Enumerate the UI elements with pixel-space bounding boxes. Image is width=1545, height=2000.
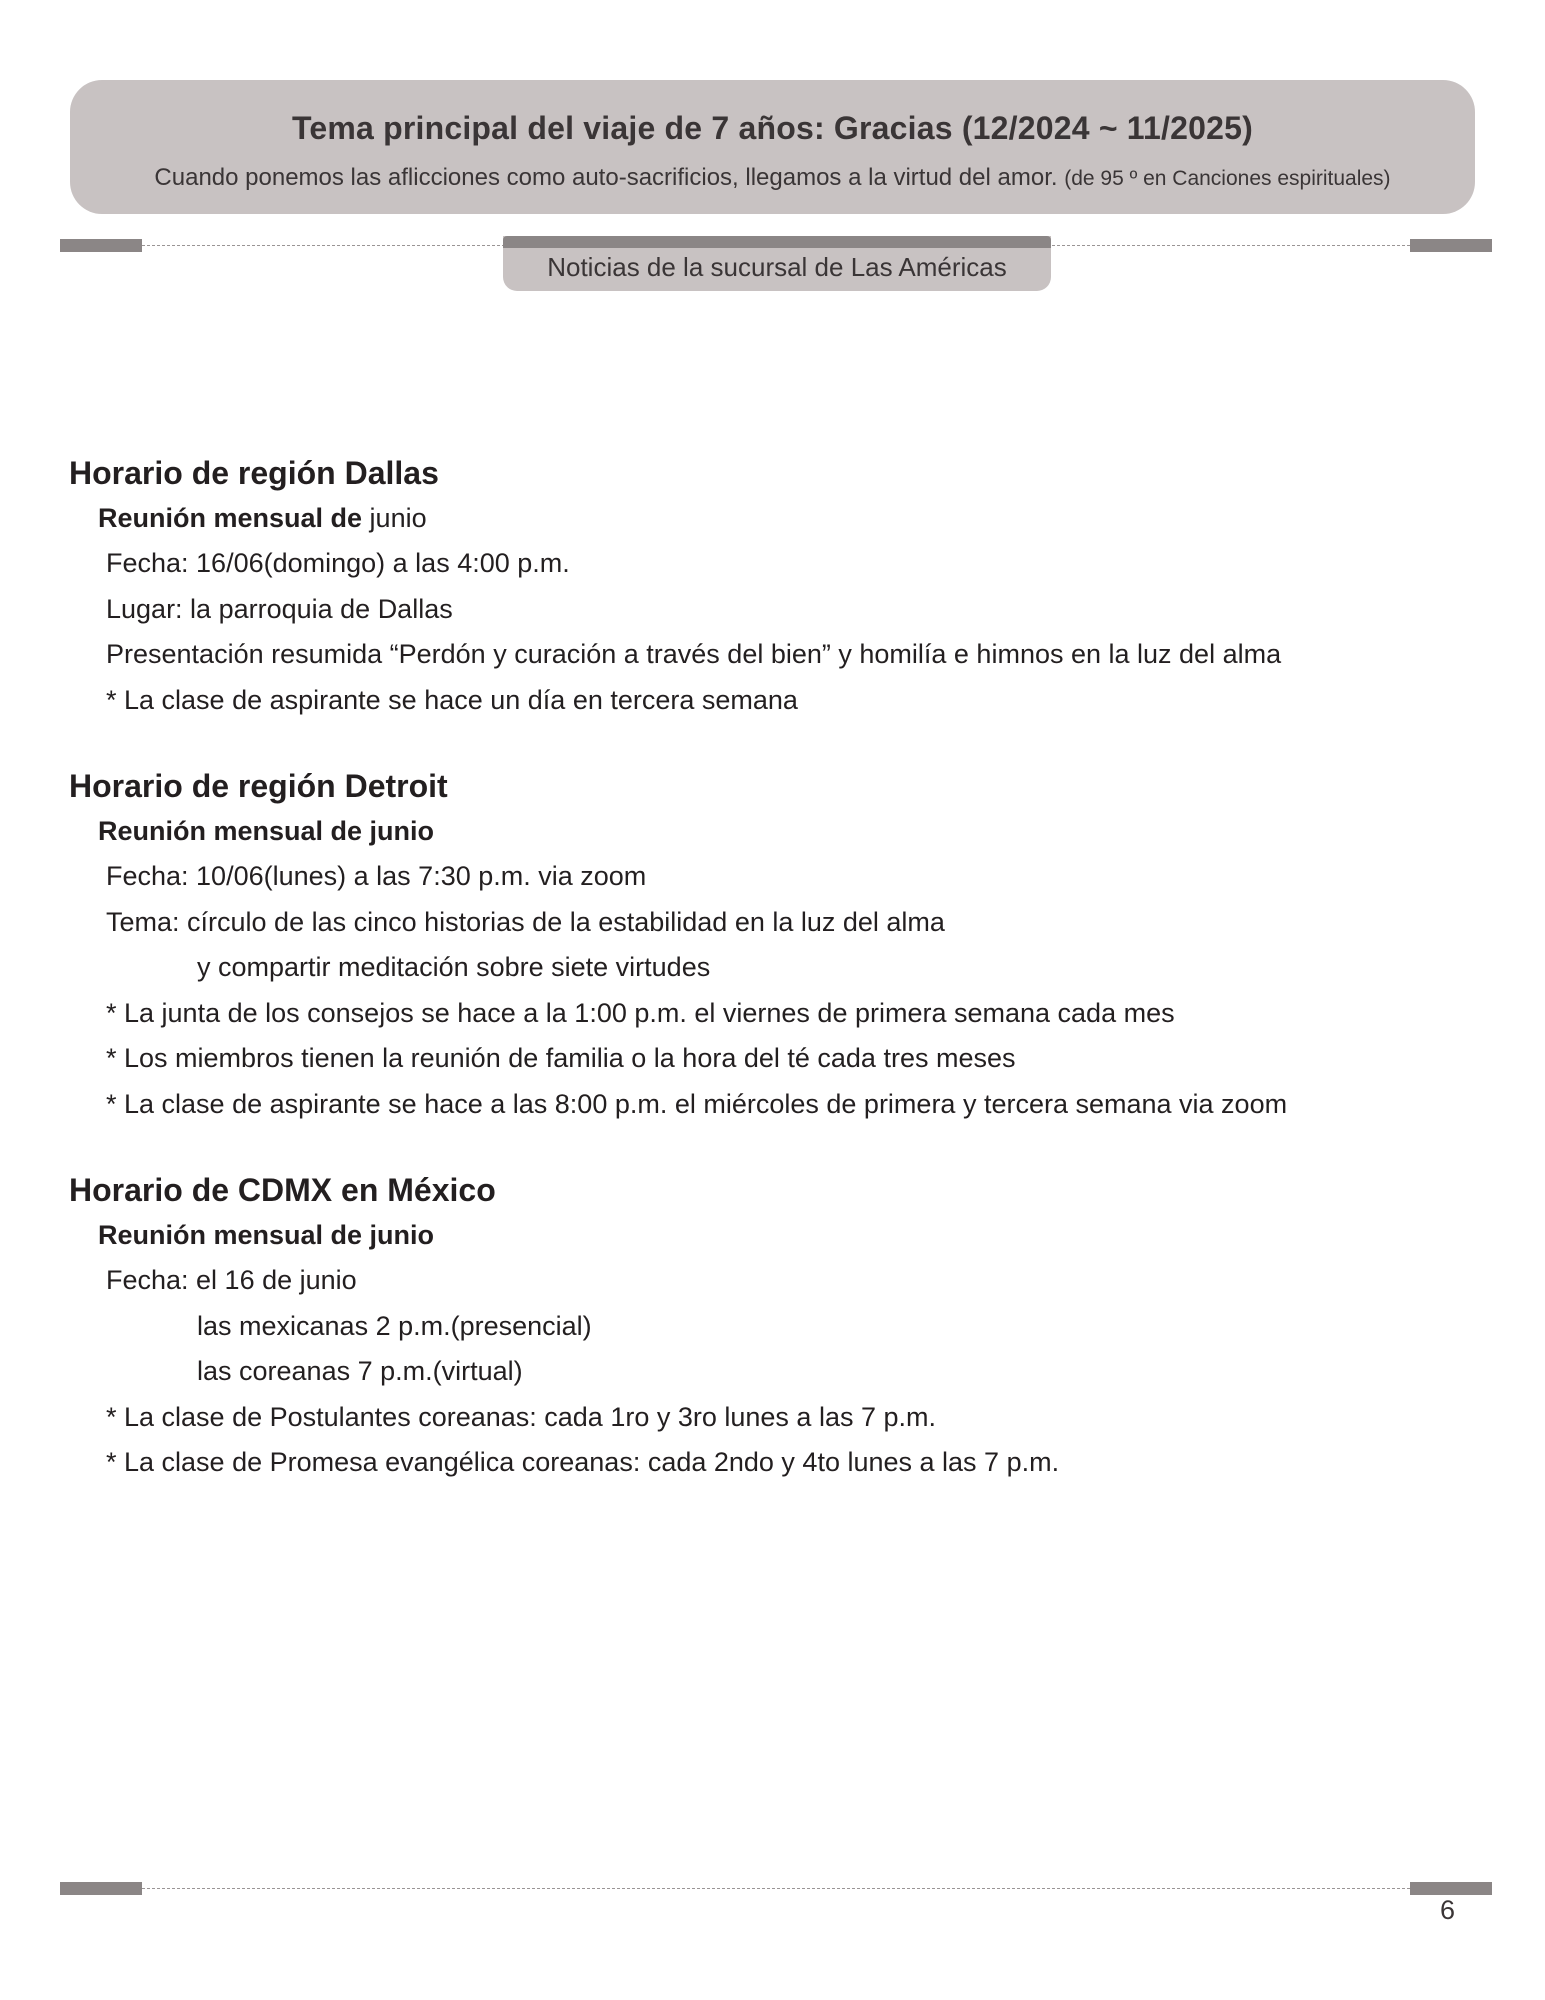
section-tab: Noticias de la sucursal de Las Américas — [503, 236, 1051, 291]
detail-line: Presentación resumida “Perdón y curación a través del bien” y homilía e himnos en la luz del alma — [106, 639, 1282, 669]
detail-line: las coreanas 7 p.m.(virtual) — [197, 1356, 523, 1386]
detail-line: * La clase de Promesa evangélica coreanas: cada 2ndo y 4to lunes a las 7 p.m. — [106, 1447, 1060, 1477]
detail-line: Tema: círculo de las cinco historias de la estabilidad en la luz del alma — [106, 906, 945, 937]
theme-subtitle — [70, 164, 1475, 192]
theme-title: Tema principal del viaje de 7 años: Gracias (12/2024 ~ 11/2025) — [292, 110, 1253, 146]
section-title: Horario de región Dallas — [69, 455, 439, 491]
meeting-month: junio — [362, 503, 427, 533]
bottom-divider-right-block — [1410, 1882, 1492, 1895]
detail-line: Fecha: 10/06(lunes) a las 7:30 p.m. via zoom — [106, 861, 647, 891]
meeting-heading: Reunión mensual de junio — [98, 816, 435, 846]
detail-line: Fecha: 16/06(domingo) a las 4:00 p.m. — [106, 548, 570, 578]
detail-line: * La junta de los consejos se hace a la 1:00 p.m. el viernes de primera semana cada mes — [106, 997, 1175, 1028]
section-cdmx — [69, 1167, 1489, 1486]
section-tab-bar — [503, 236, 1051, 248]
section-dallas — [69, 450, 1489, 723]
section-title: Horario de región Detroit — [69, 768, 448, 804]
detail-line: * La clase de aspirante se hace a las 8:00 p.m. el miércoles de primera y tercera semana via zoom — [106, 1088, 1288, 1119]
bottom-divider-left-block — [60, 1882, 142, 1895]
top-divider-left-block — [60, 239, 142, 252]
schedule-content — [69, 450, 1489, 1526]
theme-quote: Cuando ponemos las aflicciones como auto-sacrificios, llegamos a la virtud del amor. — [154, 164, 1058, 191]
detail-line: las mexicanas 2 p.m.(presencial) — [197, 1310, 592, 1341]
top-divider-right-block — [1410, 239, 1492, 252]
section-title: Horario de CDMX en México — [69, 1172, 496, 1208]
meeting-label: Reunión mensual de — [98, 503, 363, 533]
page-number: 6 — [1439, 1895, 1455, 1925]
bottom-divider-line — [142, 1888, 1410, 1889]
detail-line: Lugar: la parroquia de Dallas — [106, 593, 453, 624]
section-detroit — [69, 763, 1489, 1127]
detail-line: * Los miembros tienen la reunión de familia o la hora del té cada tres meses — [106, 1043, 1016, 1073]
meeting-heading: Reunión mensual de junio — [98, 1220, 435, 1250]
theme-banner — [70, 80, 1475, 214]
meeting-heading — [98, 496, 1489, 541]
detail-line: * La clase de Postulantes coreanas: cada 1ro y 3ro lunes a las 7 p.m. — [106, 1401, 936, 1432]
detail-line: y compartir meditación sobre siete virtudes — [197, 952, 711, 982]
detail-line: * La clase de aspirante se hace un día en tercera semana — [106, 684, 798, 715]
detail-line: Fecha: el 16 de junio — [106, 1265, 357, 1295]
theme-quote-source: (de 95 º en Canciones espirituales) — [1064, 167, 1391, 190]
